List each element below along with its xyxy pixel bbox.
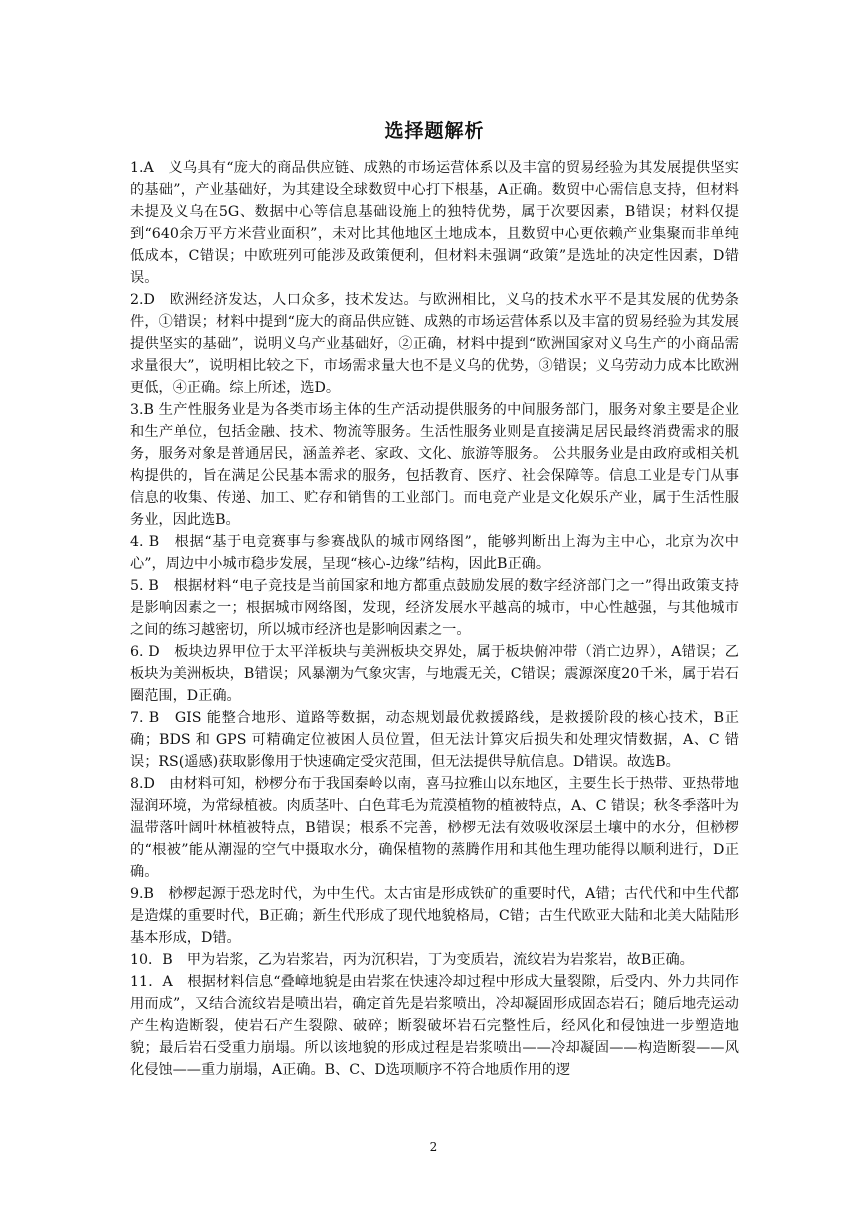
answer-item-10: 10．B 甲为岩浆，乙为岩浆岩，丙为沉积岩，丁为变质岩，流纹岩为岩浆岩，故B正确。 <box>130 952 694 968</box>
answer-item-1: 1.A 义乌具有“庞大的商品供应链、成熟的市场运营体系以及丰富的贸易经验为其发展提供坚实的基础”，产业基础好，为其建设全球数贸中心打下根基，A正确。数贸中心需信息支持，但材料未提及义乌在5G、数据中心等信息基础设施上的独特优势，属于次要因素，B错误；材料仅提到“640余万平方米营业面积”，未对比其他地区土地成本，且数贸中心更依赖产业集聚而非单纯低成本，C错误；中欧班列可能涉及政策便利，但材料未强调“政策”是选址的决定性因素，D错误。 <box>130 160 739 286</box>
answer-item-7: 7. B GIS 能整合地形、道路等数据，动态规划最优救援路线，是救援阶段的核心技术，B正确；BDS 和 GPS 可精确定位被困人员位置，但无法计算灾后损失和处理灾情数据，A、C 错误；RS(遥感)获取影像用于快速确定受灾范围，但无法提供导航信息。D错误。故选B。 <box>130 710 739 770</box>
page-number: 2 <box>429 1140 438 1154</box>
answer-item-2: 2.D 欧洲经济发达，人口众多，技术发达。与欧洲相比，义乌的技术水平不是其发展的优势条件，①错误；材料中提到“庞大的商品供应链、成熟的市场运营体系以及丰富的贸易经验为其发展提供坚实的基础”，说明义乌产业基础好，②正确，材料中提到“欧洲国家对义乌生产的小商品需求量很大”，说明相比较之下，市场需求量大也不是义乌的优势，③错误；义乌劳动力成本比欧洲更低，④正确。综上所述，选D。 <box>130 292 739 396</box>
answer-list <box>130 157 739 1081</box>
answer-item-11: 11．A 根据材料信息“叠嶂地貌是由岩浆在快速冷却过程中形成大量裂隙，后受内、外力共同作用而成”，又结合流纹岩是喷出岩，确定首先是岩浆喷出，冷却凝固形成固态岩石；随后地壳运动产生构造断裂，使岩石产生裂隙、破碎；断裂破坏岩石完整性后，经风化和侵蚀进一步塑造地貌；最后岩石受重力崩塌。所以该地貌的形成过程是岩浆喷出——冷却凝固——构造断裂——风化侵蚀——重力崩塌，A正确。B、C、D选项顺序不符合地质作用的逻 <box>130 974 739 1078</box>
answer-item-3: 3.B 生产性服务业是为各类市场主体的生产活动提供服务的中间服务部门，服务对象主要是企业和生产单位，包括金融、技术、物流等服务。生活性服务业则是直接满足居民最终消费需求的服务，服务对象是普通居民，涵盖养老、家政、文化、旅游等服务。 公共服务业是由政府或相关机构提供的，旨在满足公民基本需求的服务，包括教育、医疗、社会保障等。信息工业是专门从事信息的收集、传递、加工、贮存和销售的工业部门。而电竞产业是文化娱乐产业，属于生活性服务业，因此选B。 <box>130 402 739 528</box>
page-title: 选择题解析 <box>384 120 485 142</box>
answer-item-5: 5. B 根据材料“电子竞技是当前国家和地方都重点鼓励发展的数字经济部门之一”得出政策支持是影响因素之一；根据城市网络图，发现，经济发展水平越高的城市，中心性越强，与其他城市之间的练习越密切，所以城市经济也是影响因素之一。 <box>130 578 739 638</box>
answer-item-8: 8.D 由材料可知，桫椤分布于我国秦岭以南，喜马拉雅山以东地区，主要生长于热带、亚热带地湿润环境，为常绿植被。肉质茎叶、白色茸毛为荒漠植物的植被特点，A、C 错误；秋冬季落叶为温带落叶阔叶林植被特点，B错误；根系不完善，桫椤无法有效吸收深层土壤中的水分，但桫椤的“根被”能从潮湿的空气中摄取水分，确保植物的蒸腾作用和其他生理功能得以顺利进行，D正确。 <box>130 776 739 880</box>
answer-item-4: 4. B 根据“基于电竞赛事与参赛战队的城市网络图”，能够判断出上海为主中心，北京为次中心”，周边中小城市稳步发展，呈现“核心-边缘”结构，因此B正确。 <box>130 534 739 572</box>
answer-item-6: 6. D 板块边界甲位于太平洋板块与美洲板块交界处，属于板块俯冲带（消亡边界），A错误；乙板块为美洲板块，B错误；风暴潮为气象灾害，与地震无关，C错误；震源深度20千米，属于岩石圈范围，D正确。 <box>130 644 739 704</box>
answer-item-9: 9.B 桫椤起源于恐龙时代，为中生代。太古宙是形成铁矿的重要时代，A错；古代代和中生代都是造煤的重要时代，B正确；新生代形成了现代地貌格局，C错；古生代欧亚大陆和北美大陆陆形基本形成，D错。 <box>130 886 739 946</box>
